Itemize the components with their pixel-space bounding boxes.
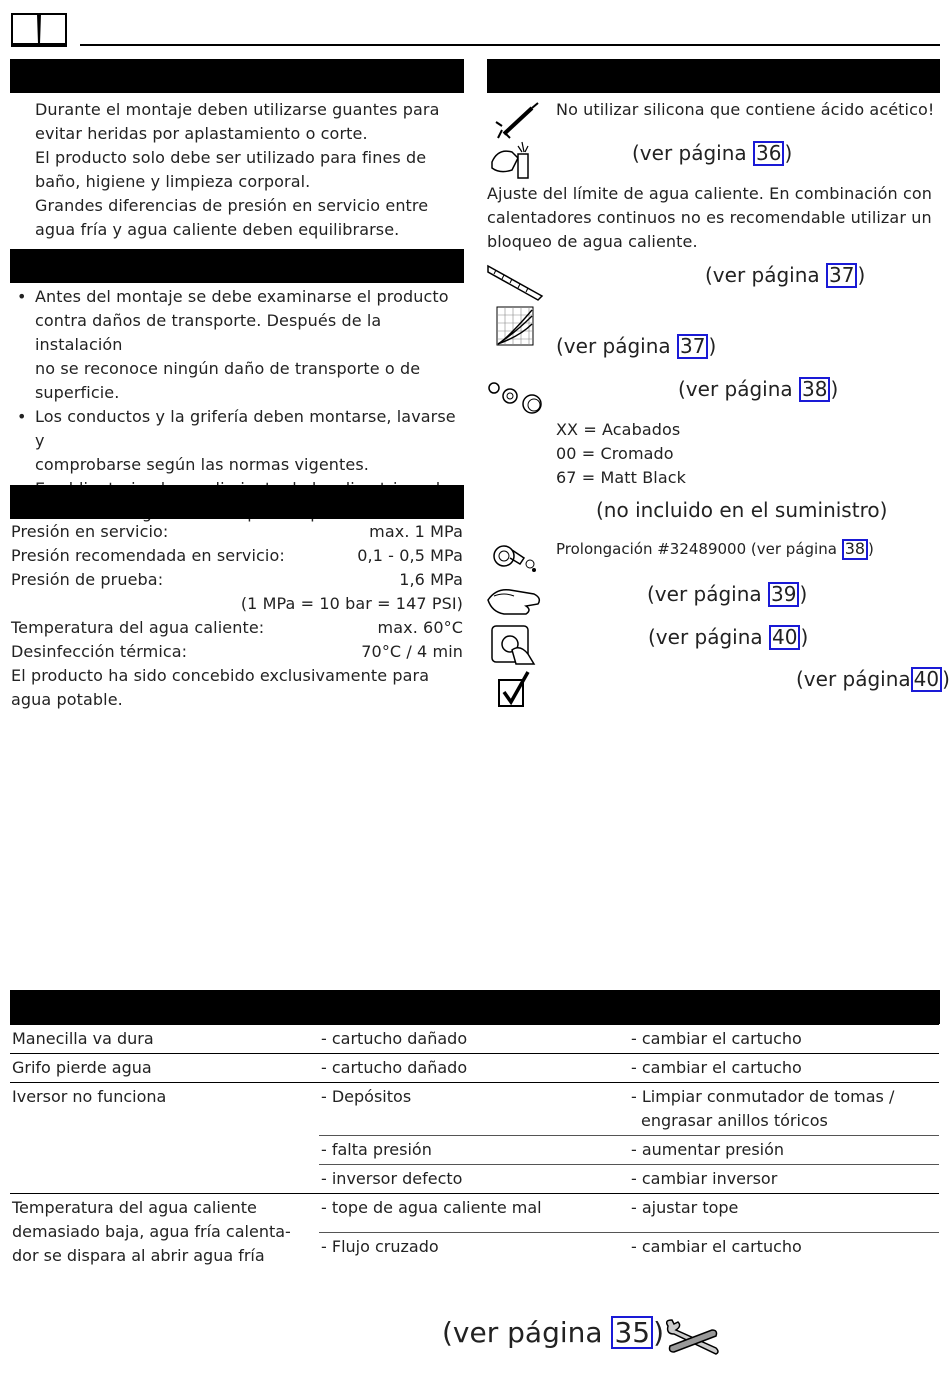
cell-problem: Iversor no funciona: [10, 1083, 319, 1194]
cell-cause: - tope de agua caliente mal: [319, 1194, 629, 1233]
spec-row: Desinfección térmica: 70°C / 4 min: [11, 642, 463, 661]
finishes-list: [556, 418, 686, 490]
table-header-bar: [10, 990, 940, 1024]
cell-remedy: - cambiar inversor: [629, 1165, 939, 1194]
hand-turn-icon: [490, 624, 538, 666]
spec-row: Presión de prueba: 1,6 MPa: [11, 570, 463, 589]
page-link-37[interactable]: 37: [677, 334, 708, 359]
cell-remedy: - cambiar el cartucho: [629, 1054, 939, 1083]
cell-remedy: - cambiar el cartucho: [629, 1232, 939, 1270]
cell-cause: - cartucho dañado: [319, 1025, 629, 1054]
page-link-40[interactable]: 40: [769, 625, 800, 650]
potable-note: El producto ha sido concebido exclusivamente para: [11, 666, 430, 685]
table-row: [10, 1194, 939, 1233]
cell-remedy: - ajustar tope: [629, 1194, 939, 1233]
safety-text: Durante el montaje deben utilizarse guantes para evitar heridas por aplastamiento o corte. El producto solo debe ser utilizado para fines de baño, higiene y limpieza corporal. Grandes diferencias de presión en servicio entre agua fría y agua caliente deben equilibrarse.: [35, 100, 440, 239]
page-link-36[interactable]: 36: [753, 141, 784, 166]
cell-problem: Manecilla va dura: [10, 1025, 319, 1054]
page-ref-37a: (ver página 37 ): [705, 263, 866, 287]
bullet-item: • Antes del montaje se debe examinarse el producto contra daños de transporte. Después de la instalación no se reconoce ningún daño de transporte o de superficie.: [11, 285, 466, 405]
page-ref-39: (ver página 39 ): [647, 582, 808, 606]
section-bar-symbols: [487, 59, 940, 93]
table-row: [10, 1025, 939, 1054]
hot-water-note: Ajuste del límite de agua caliente. En combinación con calentadores continuos no es recomendable utilizar un bloqueo de agua caliente.: [487, 184, 933, 251]
cell-cause: - Flujo cruzado: [319, 1232, 629, 1270]
cell-problem: Grifo pierde agua: [10, 1054, 319, 1083]
header-rule: [80, 44, 940, 46]
section-bar-safety: [10, 59, 464, 93]
book-icon: [10, 10, 68, 48]
wrench-icon: [662, 1318, 722, 1358]
ruler-icon: [486, 262, 544, 302]
hand-wipe-icon: [486, 582, 544, 618]
parts-icon: [486, 378, 546, 418]
cell-cause: - falta presión: [319, 1136, 629, 1165]
table-row: [10, 1054, 939, 1083]
cell-remedy: - aumentar presión: [629, 1136, 939, 1165]
section-bar-technical-data: [10, 485, 464, 519]
page-ref-40a: (ver página 40 ): [648, 625, 809, 649]
page-ref-35: (ver página 35 ): [442, 1316, 665, 1349]
page-ref-38: (ver página 38 ): [678, 377, 839, 401]
page-link-38[interactable]: 38: [842, 539, 868, 560]
page-link-37[interactable]: 37: [826, 263, 857, 288]
finish-row: 00 = Cromado: [556, 444, 674, 463]
extension-ref: Prolongación #32489000 (ver página 38 ): [556, 539, 874, 558]
section-bar-installation: [10, 249, 464, 283]
cleaning-icon: [488, 138, 534, 182]
page-link-39[interactable]: 39: [768, 582, 799, 607]
silicone-warning: No utilizar silicona que contiene ácido acético!: [556, 100, 935, 119]
page-link-40[interactable]: 40: [911, 667, 942, 692]
cell-cause: - cartucho dañado: [319, 1054, 629, 1083]
cell-remedy: - cambiar el cartucho: [629, 1025, 939, 1054]
potable-note: agua potable.: [11, 690, 123, 709]
flow-diagram-icon: [496, 306, 534, 346]
page-ref-40b: (ver página 40 ): [796, 667, 950, 691]
finish-row: 67 = Matt Black: [556, 468, 686, 487]
cell-remedy: - Limpiar conmutador de tomas / engrasar anillos tóricos: [629, 1083, 939, 1136]
silicone-gun-icon: [492, 100, 542, 140]
page-link-38[interactable]: 38: [799, 377, 830, 402]
spec-row: Temperatura del agua caliente: max. 60°C: [11, 618, 463, 637]
spec-row: (1 MPa = 10 bar = 147 PSI): [240, 594, 463, 613]
cell-cause: - inversor defecto: [319, 1165, 629, 1194]
bullet-item: • Los conductos y la grifería deben montarse, lavarse y comprobarse según las normas vigentes.: [11, 405, 466, 477]
checkmark-icon: [496, 670, 532, 710]
page-ref-36: (ver página 36 ): [632, 141, 793, 165]
spec-row: Presión recomendada en servicio: 0,1 - 0,5 MPa: [11, 546, 463, 565]
finish-row: XX = Acabados: [556, 420, 681, 439]
extension-icon: [490, 538, 540, 576]
not-included-note: (no incluido en el suministro): [596, 498, 888, 522]
cell-cause: - Depósitos: [319, 1083, 629, 1136]
table-row: [10, 1083, 939, 1136]
troubleshooting-table: [10, 1024, 939, 1270]
page-ref-37b: (ver página 37 ): [556, 334, 717, 358]
cell-problem: Temperatura del agua caliente demasiado baja, agua fría calenta- dor se dispara al abrir agua fría: [10, 1194, 319, 1271]
technical-specs: [11, 520, 463, 712]
page-link-35[interactable]: 35: [611, 1316, 653, 1349]
spec-row: Presión en servicio: max. 1 MPa: [11, 522, 463, 541]
